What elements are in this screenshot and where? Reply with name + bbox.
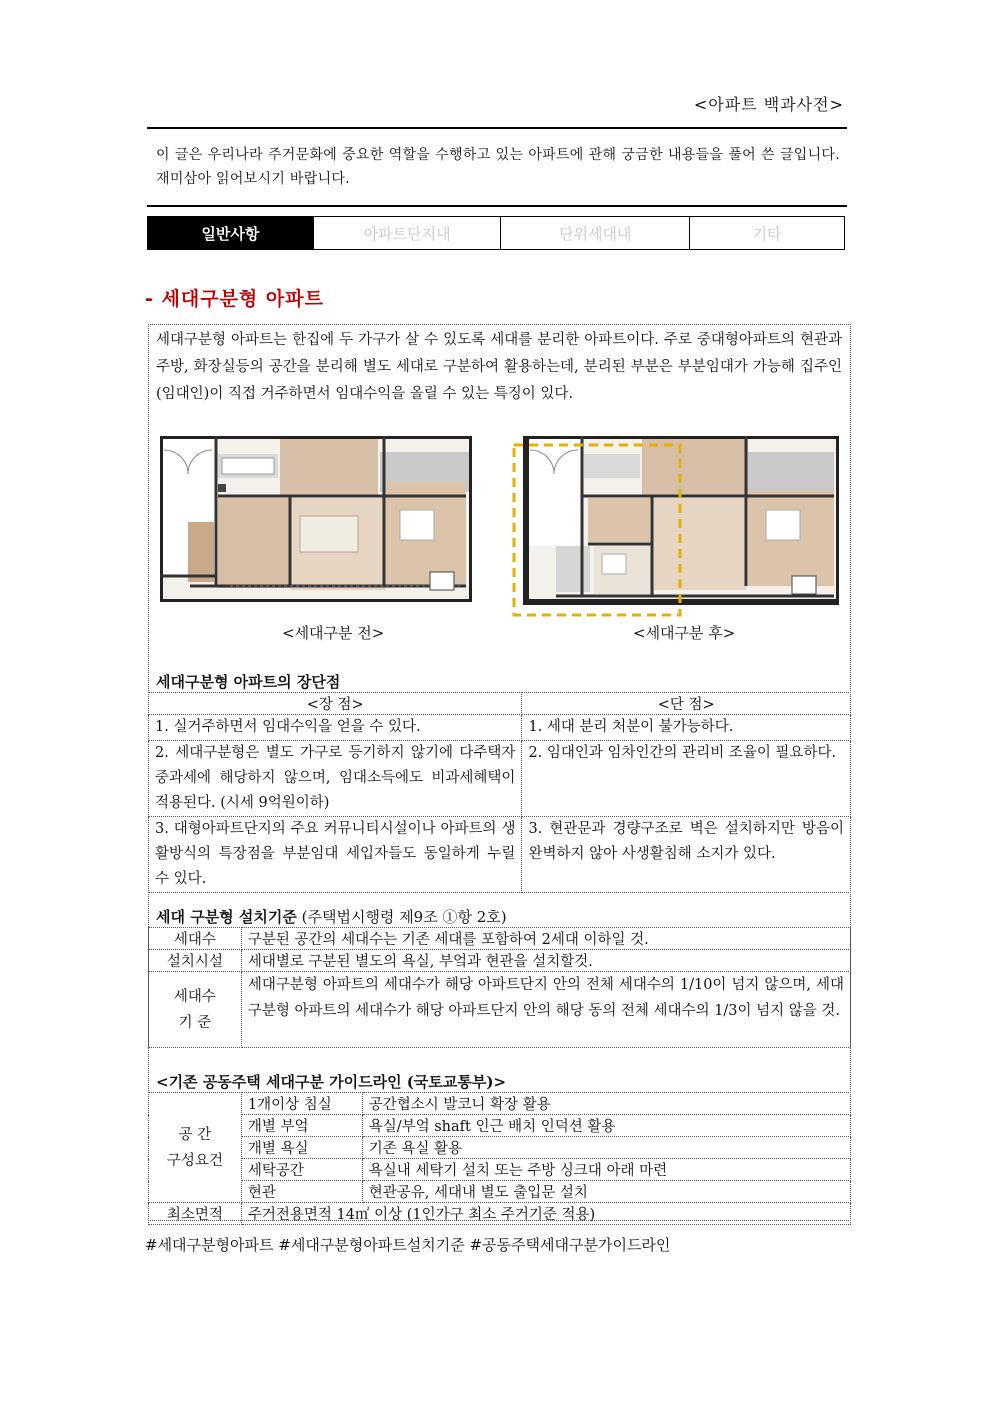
criteria-label: 세대수 (149, 928, 242, 950)
divider-top (147, 127, 847, 129)
guide-item: 세탁공간 (241, 1159, 362, 1181)
space-label-line: 공 간 (178, 1126, 212, 1143)
guide-text: 공간협소시 발코니 확장 활용 (362, 1093, 850, 1115)
guide-item: 개별 욕실 (241, 1137, 362, 1159)
guide-text: 기존 욕실 활용 (362, 1137, 850, 1159)
install-criteria-title (156, 906, 507, 927)
tab-unit[interactable]: 단위세대내 (500, 217, 689, 249)
con-item: 3. 현관문과 경량구조로 벽은 설치하지만 방음이 완벽하지 않아 사생활침해 소지가 있다. (522, 817, 851, 893)
space-requirements-label (149, 1093, 242, 1203)
guide-text: 현관공유, 세대내 별도 출입문 설치 (362, 1181, 850, 1203)
space-label-line: 구성요건 (166, 1152, 223, 1169)
guide-item: 개별 부엌 (241, 1115, 362, 1137)
criteria-text: 세대구분형 아파트의 세대수가 해당 아파트단지 안의 전체 세대수의 1/10이 넘지 않으며, 세대구분형 아파트의 세대수가 해당 아파트단지 안의 해당 동의 전체 세대수의 1/3이 넘지 않을 것. (241, 972, 850, 1048)
criteria-label-line: 기 준 (178, 1014, 212, 1031)
pros-header: <장 점> (149, 693, 522, 715)
con-item: 1. 세대 분리 처분이 불가능하다. (522, 715, 851, 741)
criteria-text: 세대별로 구분된 별도의 욕실, 부엌과 현관을 설치할것. (241, 950, 850, 972)
install-criteria-table (148, 927, 851, 1048)
criteria-label-line: 세대수 (173, 988, 216, 1005)
cons-header: <단 점> (522, 693, 851, 715)
divider-middle (147, 205, 847, 207)
guideline-title: <기존 공동주택 세대구분 가이드라인 (국토교통부)> (156, 1073, 507, 1091)
pros-cons-table (148, 692, 851, 893)
guide-text: 욕실/부엌 shaft 인근 배치 인덕션 활용 (362, 1115, 850, 1137)
tab-apartment-complex[interactable]: 아파트단지내 (313, 217, 501, 249)
document-header-title: <아파트 백과사전> (693, 95, 844, 114)
category-tabs (147, 216, 845, 250)
guideline-table (148, 1092, 851, 1225)
hashtags: #세대구분형아파트 #세대구분형아파트설치기준 #공동주택세대구분가이드라인 (145, 1236, 671, 1254)
guide-text: 욕실내 세탁기 설치 또는 주방 싱크대 아래 마련 (362, 1159, 850, 1181)
criteria-label: 설치시설 (149, 950, 242, 972)
caption-after: <세대구분 후> (633, 624, 736, 642)
floor-plan-before-image (160, 436, 472, 602)
tab-etc[interactable]: 기타 (689, 217, 844, 249)
pro-item: 2. 세대구분형은 별도 가구로 등기하지 않기에 다주택자 중과세에 해당하지 않으며, 임대소득에도 비과세혜택이 적용된다. (시세 9억원이하) (149, 741, 522, 817)
pros-cons-title: 세대구분형 아파트의 장단점 (156, 673, 341, 691)
floor-plan-after-image (512, 436, 839, 618)
install-title-reference: (주택법시행령 제9조 ①항 2호) (296, 908, 507, 926)
section-title: - 세대구분형 아파트 (145, 288, 324, 310)
pro-item: 1. 실거주하면서 임대수익을 얻을 수 있다. (149, 715, 522, 741)
install-title-bold: 세대 구분형 설치기준 (156, 908, 297, 926)
tab-general[interactable]: 일반사항 (148, 217, 313, 249)
intro-text: 이 글은 우리나라 주거문화에 중요한 역할을 수행하고 있는 아파트에 관해 궁금한 내용들을 풀어 쓴 글입니다. 재미삼아 읽어보시기 바랍니다. (156, 147, 840, 187)
guide-item: 1개이상 침실 (241, 1093, 362, 1115)
pro-item: 3. 대형아파트단지의 주요 커뮤니티시설이나 아파트의 생활방식의 특장점을 부분임대 세입자들도 동일하게 누릴 수 있다. (149, 817, 522, 893)
min-area-text: 주거전용면적 14㎡ 이상 (1인가구 최소 주거기준 적용) (241, 1203, 850, 1225)
caption-before: <세대구분 전> (282, 624, 385, 642)
guide-item: 현관 (241, 1181, 362, 1203)
description-text: 세대구분형 아파트는 한집에 두 가구가 살 수 있도록 세대를 분리한 아파트이다. 주로 중대형아파트의 현관과 주방, 화장실등의 공간을 분리해 별도 세대로 구분하여 활용하는데, 분리된 부분은 부분임대가 가능해 집주인(임대인)이 직접 거주하면서 임대수익을 올릴 수 있는 특징이 있다. (156, 332, 842, 402)
criteria-text: 구분된 공간의 세대수는 기존 세대를 포함하여 2세대 이하일 것. (241, 928, 850, 950)
con-item: 2. 임대인과 임차인간의 관리비 조율이 필요하다. (522, 741, 851, 817)
criteria-label (149, 972, 242, 1048)
min-area-label: 최소면적 (149, 1203, 242, 1225)
